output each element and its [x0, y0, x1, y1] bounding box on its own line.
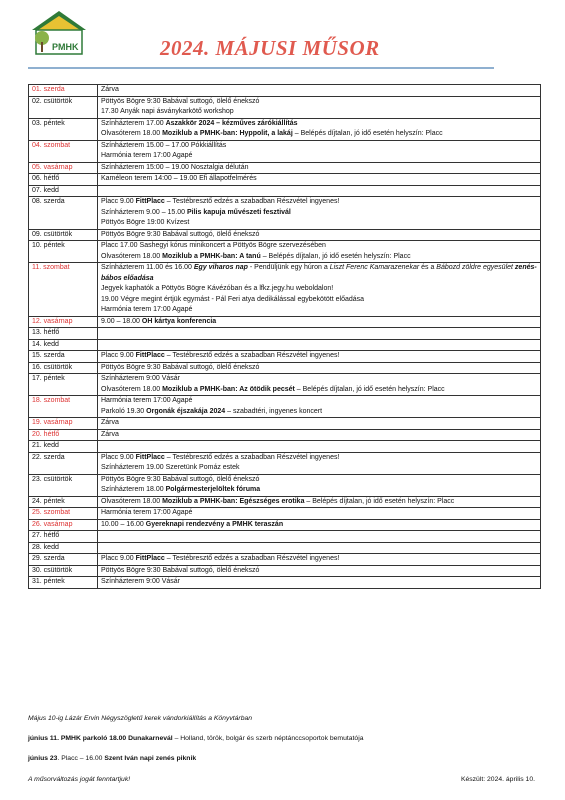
schedule-events	[98, 531, 541, 543]
schedule-row	[29, 531, 541, 543]
event-text: Aszakkör 2024 – kézműves zárókiállítás	[165, 119, 298, 127]
schedule-events	[98, 542, 541, 554]
schedule-events	[98, 185, 541, 197]
schedule-row	[29, 241, 541, 263]
schedule-events	[98, 85, 541, 97]
event-text: FittPlacc	[135, 198, 165, 205]
logo-text: PMHK	[52, 42, 79, 52]
schedule-day: 25. szombat	[29, 508, 98, 520]
event-text: 10.00 – 16.00	[101, 520, 146, 528]
schedule-events	[98, 577, 541, 589]
event-line	[101, 328, 537, 339]
schedule-day: 19. vasárnap	[29, 418, 98, 430]
event-text: Placc 9.00	[101, 352, 136, 359]
schedule-day: 24. péntek	[29, 496, 98, 508]
june23-title: Szent Iván napi zenés piknik	[104, 755, 197, 762]
schedule-events	[98, 96, 541, 118]
june23-date: június 23	[28, 755, 58, 762]
schedule-events	[98, 174, 541, 186]
schedule-row	[29, 554, 541, 566]
event-line	[101, 577, 537, 588]
event-text: Színházterem 9.00 – 15.00	[101, 208, 187, 216]
schedule-day: 26. vasárnap	[29, 519, 98, 531]
schedule-events	[98, 396, 541, 418]
schedule-day: 18. szombat	[29, 396, 98, 418]
event-text: Kaméleon terem 14:00 – 19.00 Efi állapotfelmérés	[101, 175, 257, 182]
event-line	[101, 475, 537, 486]
schedule-events	[98, 316, 541, 328]
schedule-day: 04. szombat	[29, 140, 98, 162]
event-text: Harmónia terem 17:00 Agapé	[101, 152, 193, 159]
event-text: – Belépés díjtalan, jó idő esetén helyszín: Placc	[294, 385, 445, 393]
event-text: – Testébresztő edzés a szabadban Részvétel ingyenes!	[164, 453, 340, 461]
schedule-row	[29, 140, 541, 162]
event-line	[101, 129, 537, 140]
schedule-day: 10. péntek	[29, 241, 98, 263]
schedule-row	[29, 441, 541, 453]
event-line	[101, 107, 537, 118]
schedule-row	[29, 229, 541, 241]
schedule-events	[98, 441, 541, 453]
schedule-events	[98, 229, 541, 241]
event-text: Színházterem 11.00 és 16.00	[101, 264, 194, 271]
event-text: Placc 9.00	[101, 555, 136, 562]
schedule-day: 03. péntek	[29, 118, 98, 140]
schedule-day: 23. csütörtök	[29, 474, 98, 496]
schedule-table	[28, 84, 541, 589]
schedule-row	[29, 362, 541, 374]
event-text: FittPlacc	[135, 352, 165, 359]
june23-note	[28, 754, 196, 763]
schedule-row	[29, 118, 541, 140]
event-text: Pilis kapuja művészeti fesztivál	[187, 208, 291, 216]
event-line	[101, 119, 537, 130]
event-text: – Belépés díjtalan, jó idő esetén helyszín: Placc	[260, 252, 411, 260]
schedule-row	[29, 96, 541, 118]
event-line	[101, 197, 537, 208]
event-line	[101, 531, 537, 542]
event-line	[101, 520, 537, 531]
event-text: Harmónia terem 17:00 Agapé	[101, 306, 193, 313]
event-text: – Belépés díjtalan, jó idő esetén helyszín: Placc	[304, 497, 455, 505]
event-text: Zárva	[101, 419, 119, 426]
schedule-day: 07. kedd	[29, 185, 98, 197]
event-line	[101, 396, 537, 407]
schedule-events	[98, 339, 541, 351]
event-line	[101, 463, 537, 474]
event-text: Színházterem 18.00	[101, 486, 166, 493]
event-line	[101, 430, 537, 441]
schedule-row	[29, 542, 541, 554]
event-line	[101, 305, 537, 316]
schedule-row	[29, 85, 541, 97]
schedule-events	[98, 452, 541, 474]
schedule-events	[98, 362, 541, 374]
event-text: Pöttyös Bögre 9:30 Babával suttogó, ölelő énekszó	[101, 475, 260, 483]
schedule-row	[29, 496, 541, 508]
event-line	[101, 230, 537, 241]
schedule-events	[98, 429, 541, 441]
event-text: Zárva	[101, 86, 119, 93]
event-text: – szabadtéri, ingyenes koncert	[225, 407, 323, 415]
june11-desc: – Holland, török, bolgár és szerb néptánccsoportok bemutatója	[172, 735, 364, 742]
event-text: Harmónia terem 17:00 Agapé	[101, 509, 193, 516]
schedule-row	[29, 508, 541, 520]
schedule-row	[29, 519, 541, 531]
event-line	[101, 218, 537, 229]
event-text: Pöttyös Bögre 9:30 Babával suttogó, ölelő énekszó	[101, 566, 260, 574]
event-text: Egy viharos nap	[193, 264, 248, 271]
event-line	[101, 263, 537, 284]
event-line	[101, 317, 537, 328]
schedule-events	[98, 508, 541, 520]
event-text: Moziklub a PMHK-ban: A tanú	[162, 252, 261, 260]
event-text: Színházterem 9:00 Vásár	[101, 578, 180, 585]
event-text: 17.30 Anyák napi ásványkarkötő workshop	[101, 108, 234, 115]
event-text: Placc 17.00 Sashegyi kórus minikoncert a Pöttyös Bögre szervezésében	[101, 242, 326, 249]
event-line	[101, 284, 537, 295]
event-text: Pöttyös Bögre 19:00 Kvízest	[101, 219, 190, 226]
june11-note	[28, 734, 364, 743]
event-text: Polgármesterjelöltek fóruma	[165, 486, 261, 493]
schedule-events	[98, 328, 541, 340]
schedule-day: 15. szerda	[29, 351, 98, 363]
schedule-events	[98, 241, 541, 263]
schedule-events	[98, 197, 541, 230]
event-line	[101, 418, 537, 429]
event-text: Színházterem 17.00	[101, 119, 166, 127]
created-date: Készült: 2024. április 10.	[460, 776, 535, 783]
title-divider	[28, 67, 494, 69]
event-text: Színházterem 15.00 – 17.00 Pókkiállítás	[101, 141, 227, 149]
schedule-events	[98, 519, 541, 531]
event-text: Olvasóterem 18.00	[101, 497, 163, 505]
schedule-row	[29, 565, 541, 577]
event-line	[101, 340, 537, 351]
event-line	[101, 441, 537, 452]
event-line	[101, 497, 537, 508]
event-text: Színházterem 15:00 – 19.00 Nosztalgia délután	[101, 163, 249, 171]
event-text: Pöttyös Bögre 9:30 Babával suttogó, ölelő énekszó	[101, 230, 260, 238]
schedule-events	[98, 418, 541, 430]
event-text: Placc 9.00	[101, 198, 136, 205]
event-line	[101, 141, 537, 152]
schedule-row	[29, 339, 541, 351]
schedule-day: 21. kedd	[29, 441, 98, 453]
schedule-day: 17. péntek	[29, 374, 98, 396]
event-text: 9.00 – 18.00	[101, 317, 142, 325]
schedule-day: 11. szombat	[29, 263, 98, 317]
event-line	[101, 554, 537, 565]
schedule-row	[29, 328, 541, 340]
event-line	[101, 485, 537, 496]
event-line	[101, 543, 537, 554]
schedule-row	[29, 418, 541, 430]
event-text: Liszt Ferenc Kamarazenekar	[329, 264, 420, 271]
schedule-events	[98, 162, 541, 174]
event-text: Színházterem 9:00 Vásár	[101, 375, 180, 382]
event-text: Gyereknapi rendezvény a PMHK teraszán	[145, 520, 284, 528]
schedule-row	[29, 263, 541, 317]
schedule-row	[29, 316, 541, 328]
schedule-day: 13. hétfő	[29, 328, 98, 340]
event-text: Moziklub a PMHK-ban: Egészséges erotika	[162, 497, 305, 505]
event-text: – Belépés díjtalan, jó idő esetén helyszín: Placc	[292, 130, 443, 137]
event-text: Zárva	[101, 430, 119, 438]
schedule-day: 31. péntek	[29, 577, 98, 589]
event-text: zenés-bábos előadása	[101, 264, 537, 282]
schedule-row	[29, 174, 541, 186]
event-text: FittPlacc	[135, 555, 165, 562]
schedule-row	[29, 351, 541, 363]
schedule-events	[98, 118, 541, 140]
june23-time: . Placc – 16.00	[57, 755, 105, 762]
schedule-row	[29, 396, 541, 418]
event-line	[101, 186, 537, 197]
schedule-day: 12. vasárnap	[29, 316, 98, 328]
disclaimer: A műsorváltozás jogát fenntartjuk!	[28, 776, 131, 783]
schedule-day: 08. szerda	[29, 197, 98, 230]
event-text: Parkoló 19.30	[101, 407, 147, 415]
event-text: Placc 9.00	[101, 453, 136, 461]
schedule-row	[29, 374, 541, 396]
event-text: Színházterem 19.00 Szeretünk Pomáz estek	[101, 464, 240, 471]
schedule-events	[98, 140, 541, 162]
schedule-day: 22. szerda	[29, 452, 98, 474]
event-line	[101, 151, 537, 162]
schedule-events	[98, 554, 541, 566]
event-line	[101, 508, 537, 519]
event-text: Jegyek kaphatók a Pöttyös Bögre Kávézóban és a lfkz.jegy.hu weboldalon!	[101, 285, 334, 292]
event-text: Olvasóterem 18.00	[101, 252, 163, 260]
event-line	[101, 351, 537, 362]
june11-title: június 11. PMHK parkoló 18.00 Dunakarnevál	[28, 735, 173, 742]
event-line	[101, 453, 537, 464]
event-line	[101, 385, 537, 396]
schedule-events	[98, 474, 541, 496]
event-line	[101, 241, 537, 252]
schedule-day: 20. hétfő	[29, 429, 98, 441]
event-text: Moziklub a PMHK-ban: Hyppolit, a lakáj	[162, 130, 293, 137]
event-text: Pöttyös Bögre 9:30 Babával suttogó, ölelő énekszó	[101, 363, 260, 371]
event-text: FittPlacc	[135, 453, 165, 461]
exhibition-note: Május 10-ig Lázár Ervin Négyszögletű kerek vándorkiállítás a Könyvtárban	[28, 715, 253, 722]
event-text: Harmónia terem 17:00 Agapé	[101, 397, 193, 404]
schedule-day: 01. szerda	[29, 85, 98, 97]
schedule-row	[29, 197, 541, 230]
schedule-events	[98, 351, 541, 363]
event-text: és a	[419, 264, 437, 271]
page-title: 2024. MÁJUSI MŰSOR	[160, 36, 380, 60]
schedule-day: 28. kedd	[29, 542, 98, 554]
event-text: 19.00 Végre megint értjük egymást - Pál Feri atya dedikálással egybekötött előadása	[101, 295, 365, 303]
event-line	[101, 163, 537, 174]
schedule-events	[98, 496, 541, 508]
event-text: Bábozd zöldre egyesület	[436, 264, 513, 271]
event-line	[101, 85, 537, 96]
event-line	[101, 174, 537, 185]
schedule-events	[98, 263, 541, 317]
event-line	[101, 295, 537, 306]
schedule-row	[29, 452, 541, 474]
schedule-row	[29, 429, 541, 441]
event-text: Orgonák éjszakája 2024	[146, 407, 226, 415]
event-line	[101, 363, 537, 374]
schedule-row	[29, 162, 541, 174]
event-text: – Testébresztő edzés a szabadban Részvétel ingyenes!	[164, 198, 340, 205]
schedule-row	[29, 474, 541, 496]
schedule-day: 09. csütörtök	[29, 229, 98, 241]
event-line	[101, 374, 537, 385]
event-line	[101, 566, 537, 577]
event-text: Moziklub a PMHK-ban: Az ötödik pecsét	[162, 385, 295, 393]
schedule-day: 14. kedd	[29, 339, 98, 351]
schedule-day: 30. csütörtök	[29, 565, 98, 577]
pmhk-logo	[28, 8, 90, 56]
event-text: – Testébresztő edzés a szabadban Részvétel ingyenes!	[164, 555, 340, 562]
event-text: Olvasóterem 18.00	[101, 385, 163, 393]
schedule-day: 16. csütörtök	[29, 362, 98, 374]
event-text: Olvasóterem 18.00	[101, 130, 163, 137]
event-text: Pöttyös Bögre 9:30 Babával suttogó, ölelő énekszó	[101, 97, 260, 105]
event-line	[101, 407, 537, 418]
event-line	[101, 252, 537, 263]
event-line	[101, 97, 537, 108]
event-text: OH kártya konferencia	[141, 317, 217, 325]
schedule-events	[98, 374, 541, 396]
schedule-day: 06. hétfő	[29, 174, 98, 186]
schedule-events	[98, 565, 541, 577]
schedule-row	[29, 577, 541, 589]
event-text: – Testébresztő edzés a szabadban Részvétel ingyenes!	[164, 352, 340, 359]
event-line	[101, 208, 537, 219]
schedule-day: 27. hétfő	[29, 531, 98, 543]
schedule-day: 02. csütörtök	[29, 96, 98, 118]
schedule-day: 29. szerda	[29, 554, 98, 566]
schedule-day: 05. vasárnap	[29, 162, 98, 174]
schedule-row	[29, 185, 541, 197]
event-text: - Pendüljünk egy húron a	[247, 264, 330, 271]
